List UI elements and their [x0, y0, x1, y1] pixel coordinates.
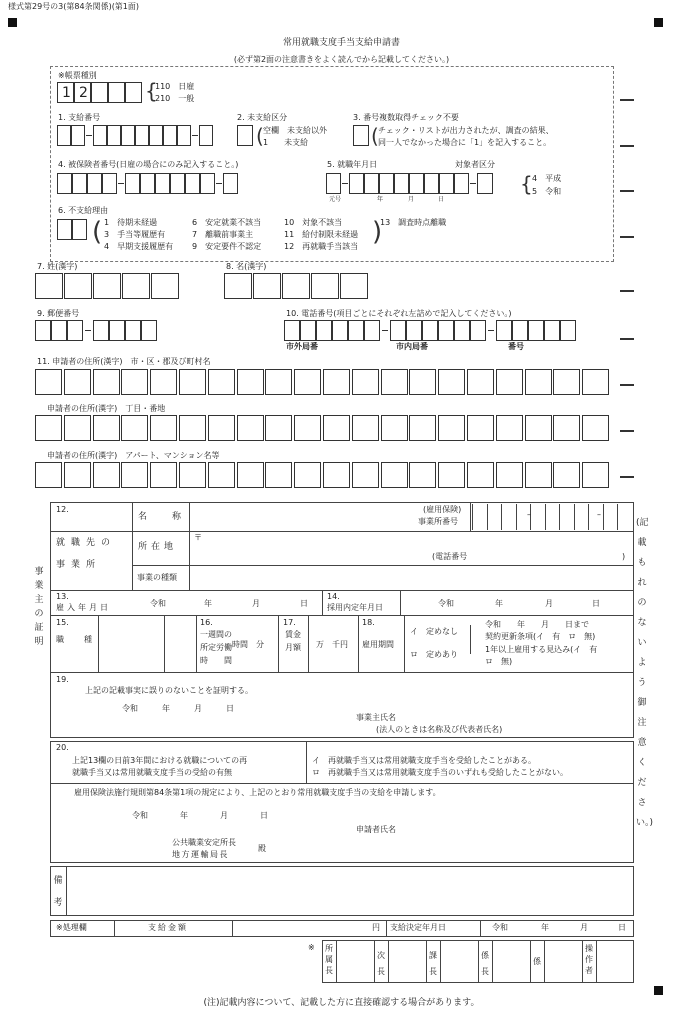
office-number-cell	[603, 504, 604, 530]
char-box[interactable]	[352, 415, 379, 441]
form-type-box-1[interactable]: 1	[57, 82, 74, 103]
office-number-cell	[574, 504, 575, 530]
char-box[interactable]	[352, 462, 379, 488]
address-block-label: 申請者の住所(漢字) 丁目・番地	[47, 404, 166, 413]
char-box[interactable]	[409, 415, 436, 441]
address-city-boxes[interactable]	[35, 369, 610, 393]
employer-cert-side-label: 事業主の証明	[34, 567, 44, 647]
employer-name-label: 事業主氏名	[356, 713, 396, 722]
char-box[interactable]	[553, 462, 580, 488]
address-city-label: 11. 申請者の住所(漢字) 市・区・郡及び町村名	[37, 357, 211, 366]
char-box[interactable]	[208, 415, 235, 441]
char-box[interactable]	[323, 462, 350, 488]
office-number-cell	[559, 504, 560, 530]
char-box[interactable]	[265, 462, 292, 488]
unpaid-category-box[interactable]	[237, 125, 253, 146]
char-box[interactable]	[553, 369, 580, 395]
char-box[interactable]	[208, 462, 235, 488]
non-payment-reason-box-2[interactable]	[72, 219, 87, 240]
given-name-label: 8. 名(漢字)	[226, 262, 267, 271]
postal-code-boxes[interactable]	[35, 320, 185, 341]
char-box[interactable]	[294, 369, 321, 395]
char-box[interactable]	[121, 369, 148, 395]
char-box[interactable]	[294, 415, 321, 441]
page-subtitle: (必ず第2面の注意書きをよく読んでから記載してください。)	[233, 55, 450, 64]
char-box[interactable]	[93, 369, 120, 395]
office-number-boxes[interactable]: – –	[472, 504, 634, 530]
target-category-label: 対象者区分	[455, 160, 495, 169]
char-box[interactable]	[438, 415, 465, 441]
unpaid-category-label: 2. 未支給区分	[237, 113, 288, 122]
char-box[interactable]	[467, 462, 494, 488]
char-box[interactable]	[208, 369, 235, 395]
phone-number-boxes[interactable]	[284, 320, 604, 341]
footer-note: (注)記載内容について、記載した方に直接確認する場合があります。	[203, 998, 480, 1008]
phone-number-label: 10. 電話番号(項目ごとにそれぞれ左詰めで記入してください。)	[286, 309, 512, 318]
char-box[interactable]	[409, 462, 436, 488]
duplicate-check-label: 3. 番号複数取得チェック不要	[353, 113, 459, 122]
char-box[interactable]	[323, 369, 350, 395]
char-box[interactable]	[237, 369, 264, 395]
char-box[interactable]	[121, 415, 148, 441]
form-type-box-5[interactable]	[125, 82, 142, 103]
char-box[interactable]	[35, 462, 62, 488]
char-box[interactable]	[496, 462, 523, 488]
remarks-box[interactable]	[50, 866, 634, 916]
corner-marker-tr	[654, 18, 663, 27]
office-number-cell	[516, 504, 517, 530]
char-box[interactable]	[35, 415, 62, 441]
char-box[interactable]	[525, 415, 552, 441]
office-number-cell	[545, 504, 546, 530]
char-box[interactable]	[582, 462, 609, 488]
char-box[interactable]	[35, 369, 62, 395]
office-number-cell	[588, 504, 589, 530]
form-type-opt-1: 110 日雇	[155, 82, 195, 91]
office-number-cell	[501, 504, 502, 530]
char-box[interactable]	[496, 415, 523, 441]
applicant-name-label: 申請者氏名	[356, 825, 396, 834]
address-building-boxes[interactable]	[35, 462, 610, 486]
char-box[interactable]	[64, 369, 91, 395]
char-box[interactable]	[237, 462, 264, 488]
address-block-boxes[interactable]	[35, 415, 610, 439]
char-box[interactable]	[525, 369, 552, 395]
form-type-label: ※帳票種別	[58, 71, 97, 80]
certify-statement: 上記の記載事実に誤りのないことを証明する。	[85, 686, 253, 695]
non-payment-reason-label: 6. 不支給理由	[58, 206, 109, 215]
char-box[interactable]	[438, 462, 465, 488]
char-box[interactable]	[64, 415, 91, 441]
non-payment-reason-box-1[interactable]	[57, 219, 72, 240]
char-box[interactable]	[323, 415, 350, 441]
char-box[interactable]	[438, 369, 465, 395]
char-box[interactable]	[179, 369, 206, 395]
char-box[interactable]	[93, 415, 120, 441]
char-box[interactable]	[294, 462, 321, 488]
employment-date-label: 5. 就職年月日	[327, 160, 378, 169]
char-box[interactable]	[150, 415, 177, 441]
form-reference: 様式第29号の3(第84条関係)(第1面)	[8, 2, 140, 11]
char-box[interactable]	[237, 415, 264, 441]
char-box[interactable]	[409, 369, 436, 395]
payment-number-boxes[interactable]	[57, 125, 227, 146]
office-number-cell	[617, 504, 618, 530]
char-box[interactable]	[121, 462, 148, 488]
char-box[interactable]	[467, 415, 494, 441]
char-box[interactable]	[150, 462, 177, 488]
workplace-label: 就職先の事業所	[56, 538, 117, 570]
right-margin-note: (記載もれのないよう御注意ください。)	[636, 518, 654, 828]
form-type-opt-2: 210 一般	[155, 94, 195, 103]
surname-boxes[interactable]	[35, 273, 185, 299]
declaration-text: 雇用保険法施行規則第84条第1項の規定により、上記のとおり常用就職支度手当の支給を申請します。	[74, 788, 441, 797]
page-title: 常用就職支度手当支給申請書	[282, 38, 400, 48]
char-box[interactable]	[265, 415, 292, 441]
corner-marker-tl	[8, 18, 17, 27]
char-box[interactable]	[582, 415, 609, 441]
payment-number-label: 1. 支給番号	[58, 113, 101, 122]
address-building-label: 申請者の住所(漢字) アパート、マンション名等	[47, 451, 220, 460]
char-box[interactable]	[381, 415, 408, 441]
char-box[interactable]	[64, 462, 91, 488]
char-box[interactable]	[265, 369, 292, 395]
office-number-cell	[472, 504, 473, 530]
employment-date-boxes[interactable]	[326, 173, 526, 194]
postal-code-label: 9. 郵便番号	[37, 309, 80, 318]
surname-label: 7. 姓(漢字)	[37, 262, 78, 271]
form-type-box-4[interactable]	[108, 82, 125, 103]
char-box[interactable]	[525, 462, 552, 488]
given-name-boxes[interactable]	[224, 273, 374, 299]
form-type-box-3[interactable]	[91, 82, 108, 103]
duplicate-check-box[interactable]	[353, 125, 369, 146]
hire-date-label: 雇入年月日	[56, 603, 111, 612]
char-box[interactable]	[179, 415, 206, 441]
char-box[interactable]	[582, 369, 609, 395]
char-box[interactable]	[93, 462, 120, 488]
char-box[interactable]	[496, 369, 523, 395]
char-box[interactable]	[179, 462, 206, 488]
char-box[interactable]	[467, 369, 494, 395]
insured-number-label: 4. 被保険者番号(日雇の場合にのみ記入すること。)	[58, 160, 239, 169]
char-box[interactable]	[553, 415, 580, 441]
char-box[interactable]	[150, 369, 177, 395]
form-type-box-2[interactable]: 2	[74, 82, 91, 103]
char-box[interactable]	[381, 462, 408, 488]
char-box[interactable]	[352, 369, 379, 395]
char-box[interactable]	[381, 369, 408, 395]
insured-number-boxes[interactable]	[57, 173, 257, 194]
corner-marker-br	[654, 986, 663, 995]
office-number-cell	[487, 504, 488, 530]
